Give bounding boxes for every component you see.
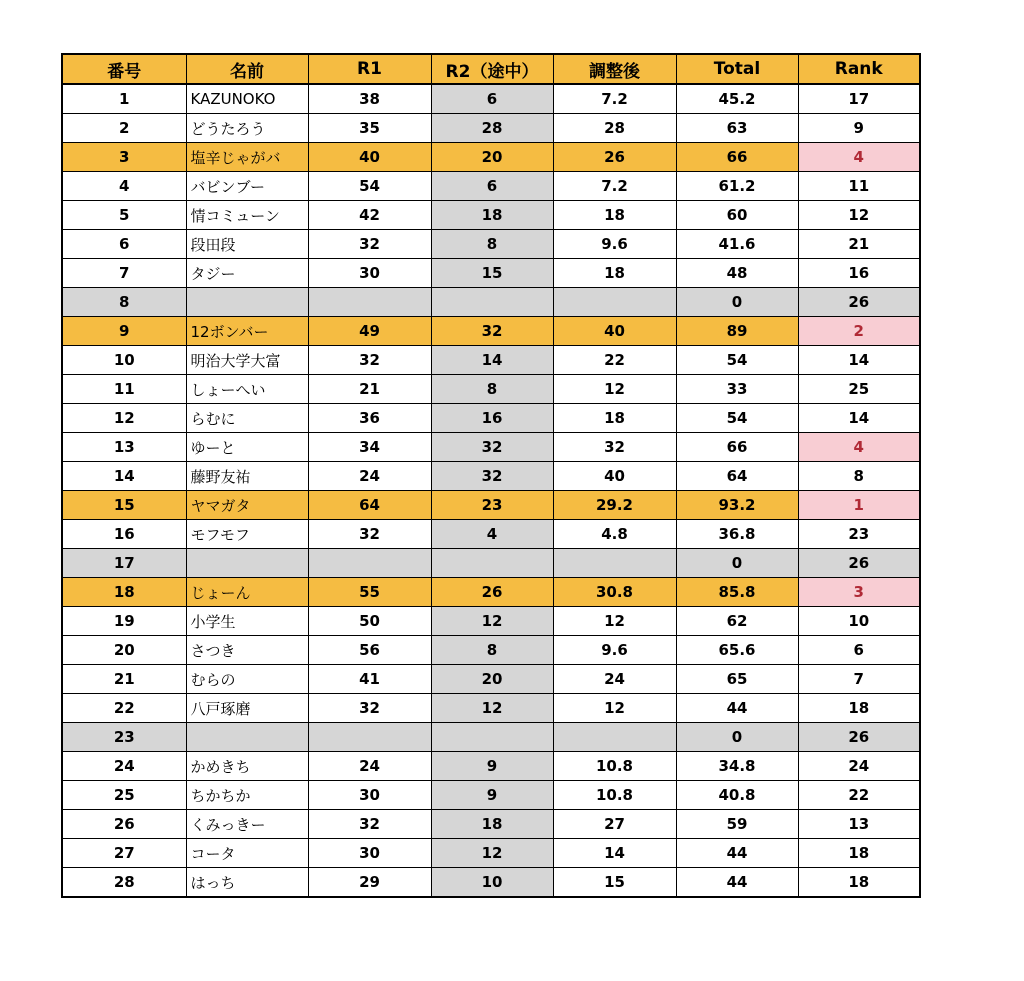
header-row — [62, 54, 920, 84]
table-row — [62, 259, 920, 288]
cell-rank: 6 — [798, 636, 920, 665]
table-row — [62, 868, 920, 898]
cell-r2: 32 — [431, 433, 553, 462]
cell-adjusted: 22 — [553, 346, 676, 375]
cell-total: 44 — [676, 694, 798, 723]
cell-rank: 16 — [798, 259, 920, 288]
cell-total: 40.8 — [676, 781, 798, 810]
cell-rank: 18 — [798, 694, 920, 723]
cell-total: 59 — [676, 810, 798, 839]
cell-r1: 32 — [308, 694, 431, 723]
cell-rank: 21 — [798, 230, 920, 259]
cell-name: モフモフ — [186, 520, 308, 549]
table-row — [62, 665, 920, 694]
cell-number: 21 — [62, 665, 186, 694]
cell-r1: 32 — [308, 810, 431, 839]
cell-rank: 22 — [798, 781, 920, 810]
cell-number: 27 — [62, 839, 186, 868]
cell-r2: 6 — [431, 84, 553, 114]
cell-adjusted: 18 — [553, 259, 676, 288]
cell-r1: 35 — [308, 114, 431, 143]
header-adjusted: 調整後 — [553, 54, 676, 84]
cell-r2: 6 — [431, 172, 553, 201]
cell-rank: 9 — [798, 114, 920, 143]
cell-name: タジー — [186, 259, 308, 288]
cell-name: 段田段 — [186, 230, 308, 259]
cell-adjusted: 10.8 — [553, 781, 676, 810]
cell-adjusted: 9.6 — [553, 230, 676, 259]
cell-r2: 15 — [431, 259, 553, 288]
cell-r2: 4 — [431, 520, 553, 549]
cell-total: 89 — [676, 317, 798, 346]
cell-r1: 34 — [308, 433, 431, 462]
cell-rank: 8 — [798, 462, 920, 491]
cell-number: 4 — [62, 172, 186, 201]
table-row — [62, 404, 920, 433]
cell-total: 62 — [676, 607, 798, 636]
header-name: 名前 — [186, 54, 308, 84]
cell-rank: 17 — [798, 84, 920, 114]
cell-name: 12ボンバー — [186, 317, 308, 346]
table-row — [62, 491, 920, 520]
cell-r1: 36 — [308, 404, 431, 433]
cell-r1: 30 — [308, 839, 431, 868]
cell-r1: 24 — [308, 462, 431, 491]
cell-number: 16 — [62, 520, 186, 549]
cell-r2: 12 — [431, 607, 553, 636]
cell-r1: 32 — [308, 230, 431, 259]
cell-number: 24 — [62, 752, 186, 781]
cell-number: 9 — [62, 317, 186, 346]
cell-total: 45.2 — [676, 84, 798, 114]
cell-rank: 11 — [798, 172, 920, 201]
cell-r1: 32 — [308, 520, 431, 549]
cell-rank: 10 — [798, 607, 920, 636]
table-row — [62, 375, 920, 404]
cell-name: KAZUNOKO — [186, 84, 308, 114]
cell-name — [186, 288, 308, 317]
cell-adjusted: 9.6 — [553, 636, 676, 665]
cell-total: 34.8 — [676, 752, 798, 781]
cell-name: かめきち — [186, 752, 308, 781]
cell-adjusted: 12 — [553, 607, 676, 636]
cell-name: 藤野友祐 — [186, 462, 308, 491]
cell-rank: 1 — [798, 491, 920, 520]
cell-r2: 18 — [431, 201, 553, 230]
cell-name: コータ — [186, 839, 308, 868]
cell-name: ゆーと — [186, 433, 308, 462]
cell-number: 26 — [62, 810, 186, 839]
cell-number: 11 — [62, 375, 186, 404]
cell-r2: 12 — [431, 694, 553, 723]
cell-r2: 14 — [431, 346, 553, 375]
table-row — [62, 781, 920, 810]
cell-name — [186, 549, 308, 578]
cell-total: 93.2 — [676, 491, 798, 520]
cell-rank: 14 — [798, 404, 920, 433]
cell-total: 0 — [676, 549, 798, 578]
cell-name: くみっきー — [186, 810, 308, 839]
cell-r1: 42 — [308, 201, 431, 230]
cell-adjusted: 30.8 — [553, 578, 676, 607]
cell-name: らむに — [186, 404, 308, 433]
cell-number: 12 — [62, 404, 186, 433]
cell-number: 6 — [62, 230, 186, 259]
cell-number: 19 — [62, 607, 186, 636]
cell-adjusted: 7.2 — [553, 172, 676, 201]
cell-rank: 14 — [798, 346, 920, 375]
cell-r2: 16 — [431, 404, 553, 433]
cell-r2: 20 — [431, 665, 553, 694]
cell-total: 63 — [676, 114, 798, 143]
cell-adjusted: 12 — [553, 694, 676, 723]
cell-rank: 23 — [798, 520, 920, 549]
cell-r2 — [431, 549, 553, 578]
cell-number: 18 — [62, 578, 186, 607]
table-row — [62, 578, 920, 607]
cell-name: 塩辛じゃがバ — [186, 143, 308, 172]
table-row — [62, 694, 920, 723]
table-row — [62, 462, 920, 491]
table-row — [62, 201, 920, 230]
cell-number: 20 — [62, 636, 186, 665]
cell-name: さつき — [186, 636, 308, 665]
table-row — [62, 607, 920, 636]
cell-r1: 29 — [308, 868, 431, 898]
cell-total: 44 — [676, 868, 798, 898]
cell-r1: 21 — [308, 375, 431, 404]
cell-r2: 10 — [431, 868, 553, 898]
cell-name: 小学生 — [186, 607, 308, 636]
cell-name: バビンブー — [186, 172, 308, 201]
cell-r1: 38 — [308, 84, 431, 114]
cell-r2 — [431, 288, 553, 317]
cell-adjusted: 24 — [553, 665, 676, 694]
cell-adjusted: 26 — [553, 143, 676, 172]
cell-number: 1 — [62, 84, 186, 114]
cell-rank: 7 — [798, 665, 920, 694]
cell-adjusted: 28 — [553, 114, 676, 143]
cell-r2: 20 — [431, 143, 553, 172]
cell-r1: 30 — [308, 259, 431, 288]
cell-total: 66 — [676, 143, 798, 172]
cell-r1 — [308, 549, 431, 578]
cell-adjusted — [553, 723, 676, 752]
cell-adjusted: 40 — [553, 317, 676, 346]
table-row — [62, 317, 920, 346]
cell-name: 八戸琢磨 — [186, 694, 308, 723]
cell-total: 61.2 — [676, 172, 798, 201]
cell-adjusted: 10.8 — [553, 752, 676, 781]
table-row — [62, 346, 920, 375]
cell-rank: 13 — [798, 810, 920, 839]
cell-number: 7 — [62, 259, 186, 288]
cell-total: 85.8 — [676, 578, 798, 607]
cell-total: 65.6 — [676, 636, 798, 665]
cell-name: はっち — [186, 868, 308, 898]
cell-r2: 8 — [431, 230, 553, 259]
table-row — [62, 143, 920, 172]
cell-total: 0 — [676, 288, 798, 317]
cell-total: 0 — [676, 723, 798, 752]
cell-rank: 2 — [798, 317, 920, 346]
table-row — [62, 520, 920, 549]
cell-total: 65 — [676, 665, 798, 694]
header-r1: R1 — [308, 54, 431, 84]
cell-rank: 4 — [798, 143, 920, 172]
cell-name: むらの — [186, 665, 308, 694]
score-body — [62, 84, 920, 897]
cell-name: ちかちか — [186, 781, 308, 810]
cell-number: 25 — [62, 781, 186, 810]
cell-r2: 23 — [431, 491, 553, 520]
cell-name: どうたろう — [186, 114, 308, 143]
table-row — [62, 230, 920, 259]
cell-total: 54 — [676, 404, 798, 433]
cell-r1: 50 — [308, 607, 431, 636]
table-row — [62, 549, 920, 578]
table-row — [62, 433, 920, 462]
cell-r2: 26 — [431, 578, 553, 607]
cell-r1: 32 — [308, 346, 431, 375]
header-r2: R2（途中） — [431, 54, 553, 84]
cell-number: 22 — [62, 694, 186, 723]
cell-number: 10 — [62, 346, 186, 375]
cell-total: 48 — [676, 259, 798, 288]
cell-r1: 64 — [308, 491, 431, 520]
cell-adjusted: 40 — [553, 462, 676, 491]
cell-r1: 56 — [308, 636, 431, 665]
cell-total: 54 — [676, 346, 798, 375]
cell-r2: 32 — [431, 462, 553, 491]
cell-total: 44 — [676, 839, 798, 868]
cell-r1: 54 — [308, 172, 431, 201]
cell-rank: 4 — [798, 433, 920, 462]
cell-name: じょーん — [186, 578, 308, 607]
table-row — [62, 839, 920, 868]
cell-r1: 40 — [308, 143, 431, 172]
cell-adjusted: 29.2 — [553, 491, 676, 520]
cell-name — [186, 723, 308, 752]
cell-adjusted: 32 — [553, 433, 676, 462]
cell-r1: 55 — [308, 578, 431, 607]
cell-adjusted: 15 — [553, 868, 676, 898]
cell-name: ヤマガタ — [186, 491, 308, 520]
cell-rank: 3 — [798, 578, 920, 607]
table-row — [62, 172, 920, 201]
cell-number: 8 — [62, 288, 186, 317]
cell-rank: 24 — [798, 752, 920, 781]
cell-adjusted: 18 — [553, 201, 676, 230]
cell-total: 64 — [676, 462, 798, 491]
cell-adjusted: 18 — [553, 404, 676, 433]
table-row — [62, 723, 920, 752]
cell-adjusted: 4.8 — [553, 520, 676, 549]
cell-r1 — [308, 288, 431, 317]
cell-adjusted — [553, 288, 676, 317]
cell-r2 — [431, 723, 553, 752]
cell-r2: 18 — [431, 810, 553, 839]
cell-r2: 8 — [431, 375, 553, 404]
cell-r2: 32 — [431, 317, 553, 346]
cell-number: 2 — [62, 114, 186, 143]
cell-number: 13 — [62, 433, 186, 462]
cell-r1: 41 — [308, 665, 431, 694]
header-number: 番号 — [62, 54, 186, 84]
cell-number: 28 — [62, 868, 186, 898]
table-row — [62, 114, 920, 143]
cell-rank: 26 — [798, 288, 920, 317]
cell-adjusted: 27 — [553, 810, 676, 839]
cell-rank: 18 — [798, 839, 920, 868]
cell-rank: 26 — [798, 549, 920, 578]
cell-total: 60 — [676, 201, 798, 230]
cell-name: 情コミューン — [186, 201, 308, 230]
cell-number: 14 — [62, 462, 186, 491]
cell-total: 36.8 — [676, 520, 798, 549]
cell-number: 3 — [62, 143, 186, 172]
cell-total: 33 — [676, 375, 798, 404]
cell-name: 明治大学大富 — [186, 346, 308, 375]
header-total: Total — [676, 54, 798, 84]
cell-r2: 12 — [431, 839, 553, 868]
table-row — [62, 84, 920, 114]
cell-r1: 30 — [308, 781, 431, 810]
cell-r1: 24 — [308, 752, 431, 781]
cell-r1 — [308, 723, 431, 752]
cell-total: 41.6 — [676, 230, 798, 259]
cell-adjusted — [553, 549, 676, 578]
table-row — [62, 288, 920, 317]
cell-number: 23 — [62, 723, 186, 752]
cell-total: 66 — [676, 433, 798, 462]
cell-r2: 28 — [431, 114, 553, 143]
cell-name: しょーへい — [186, 375, 308, 404]
cell-number: 5 — [62, 201, 186, 230]
cell-number: 17 — [62, 549, 186, 578]
score-table — [61, 53, 921, 898]
cell-r2: 9 — [431, 781, 553, 810]
table-row — [62, 752, 920, 781]
cell-r2: 9 — [431, 752, 553, 781]
header-rank: Rank — [798, 54, 920, 84]
table-row — [62, 636, 920, 665]
cell-number: 15 — [62, 491, 186, 520]
table-row — [62, 810, 920, 839]
cell-adjusted: 14 — [553, 839, 676, 868]
cell-rank: 12 — [798, 201, 920, 230]
cell-rank: 26 — [798, 723, 920, 752]
cell-adjusted: 7.2 — [553, 84, 676, 114]
cell-r1: 49 — [308, 317, 431, 346]
cell-rank: 18 — [798, 868, 920, 898]
cell-adjusted: 12 — [553, 375, 676, 404]
cell-rank: 25 — [798, 375, 920, 404]
cell-r2: 8 — [431, 636, 553, 665]
